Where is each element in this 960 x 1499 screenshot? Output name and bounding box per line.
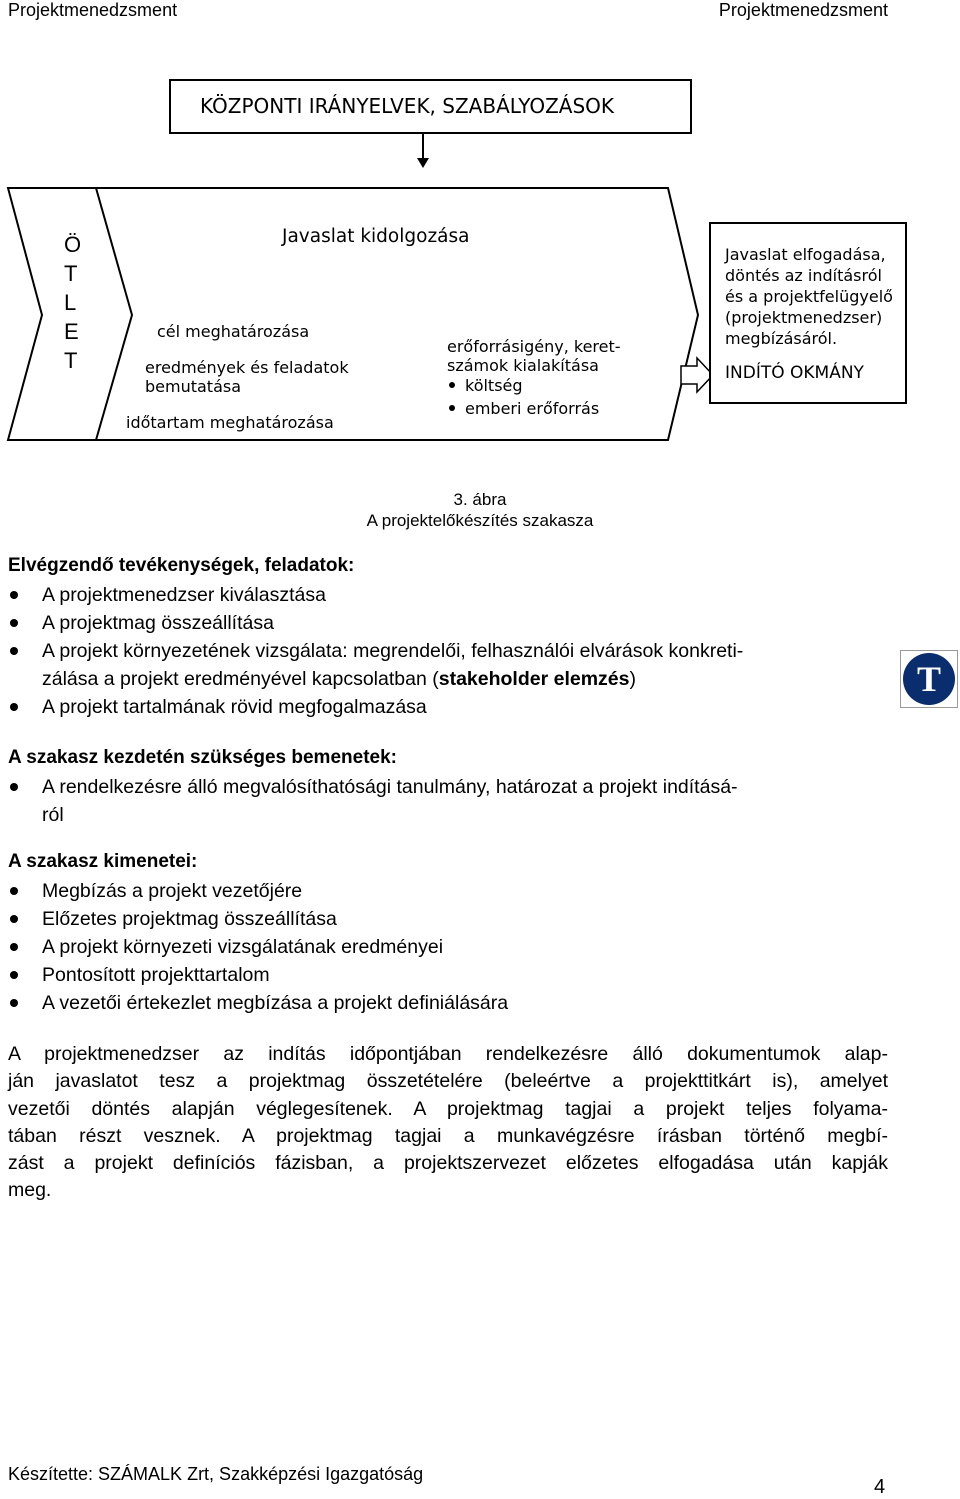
list-item: A projektmag összeállítása [8,609,888,637]
header-right: Projektmenedzsment [718,0,888,20]
left-item: időtartam meghatározása [126,413,334,432]
right-box-line: Javaslat elfogadása, [725,245,886,264]
list-item: Megbízás a projekt vezetőjére [8,877,888,905]
bullet-dot [449,405,455,411]
resource-line: számok kialakítása [447,356,599,375]
list-item [8,773,888,829]
page-number: 4 [874,1476,886,1498]
paragraph-line: ján javaslatot tesz a projektmag összetételére (beleértve a projekttitkárt is), amelyet [8,1070,888,1093]
idea-letter: E [64,319,79,344]
paragraph-line: zást a projekt definíciós fázisban, a projektszervezet előzetes elfogadása után kapják [8,1152,888,1175]
right-box-line: és a projektfelügyelő [725,287,893,306]
top-box-label: KÖZPONTI IRÁNYELVEK, SZABÁLYOZÁSOK [200,94,615,118]
outputs-list [8,877,888,1017]
idea-letter: Ö [64,232,82,257]
figure-title: A projektelőkészítés szakasza [366,511,594,530]
section-heading-outputs: A szakasz kimenetei: [8,851,198,872]
list-item: A projektmenedzser kiválasztása [8,581,888,609]
list-item-line [42,665,888,693]
right-box-line: döntés az indításról [725,266,882,285]
inputs-list [8,773,888,829]
stakeholder-term: stakeholder elemzés [438,668,630,690]
body-paragraph [8,1041,888,1205]
text-segment: ) [629,668,636,690]
section-heading-tasks: Elvégzendő tevékenységek, feladatok: [8,555,355,576]
section-heading-inputs: A szakasz kezdetén szükséges bemenetek: [8,747,397,768]
list-item: Előzetes projektmag összeállítása [8,905,888,933]
down-arrow-head [417,158,429,168]
company-logo [900,650,958,708]
paragraph-line: tában részt vesznek. A projektmag tagjai a munkavégzésre írásban történő megbí- [8,1124,888,1147]
header-left: Projektmenedzsment [8,0,178,20]
paragraph-line: meg. [8,1179,52,1202]
list-item: A projekt környezeti vizsgálatának eredményei [8,933,888,961]
figure-number: 3. ábra [453,490,507,509]
right-box-line: (projektmenedzser) [725,308,883,327]
list-item: A projekt tartalmának rövid megfogalmazása [8,693,888,721]
right-box-line: megbízásáról. [725,329,838,348]
resource-bullet: emberi erőforrás [465,399,600,418]
text-segment: zálása a projekt eredményével kapcsolatban ( [42,668,439,690]
idea-letter: L [64,290,77,315]
left-item: bemutatása [145,377,242,396]
idea-letter: T [64,261,78,286]
list-item: A vezetői értekezlet megbízása a projekt definiálására [8,989,888,1017]
proposal-title: Javaslat kidolgozása [282,226,470,247]
logo-letter: T [916,659,942,699]
paragraph-line: A projektmenedzser az indítás időpontjában rendelkezésre álló dokumentumok alap- [8,1043,888,1065]
footer-author: Készítette: SZÁMALK Zrt, Szakképzési Igazgatóság [8,1464,424,1484]
paragraph-line: vezetői döntés alapján véglegesítenek. A projektmag tagjai a projekt teljes folyama- [8,1097,888,1120]
right-box-title: INDÍTÓ OKMÁNY [725,363,864,383]
bullet-dot [449,382,455,388]
tasks-list [8,581,888,721]
list-item: Pontosított projekttartalom [8,961,888,989]
resource-line: erőforrásigény, keret- [447,337,621,356]
process-diagram [0,70,960,450]
left-item: eredmények és feladatok [145,358,349,377]
list-item-line: A projekt környezetének vizsgálata: megrendelői, felhasználói elvárások konkreti- [42,640,744,662]
list-item [8,637,888,693]
left-item: cél meghatározása [157,322,310,341]
idea-letter: T [64,348,78,373]
list-item-line: ról [42,804,64,826]
list-item-line: A rendelkezésre álló megvalósíthatósági tanulmány, határozat a projekt indításá- [42,776,738,798]
resource-bullet: költség [465,376,523,395]
